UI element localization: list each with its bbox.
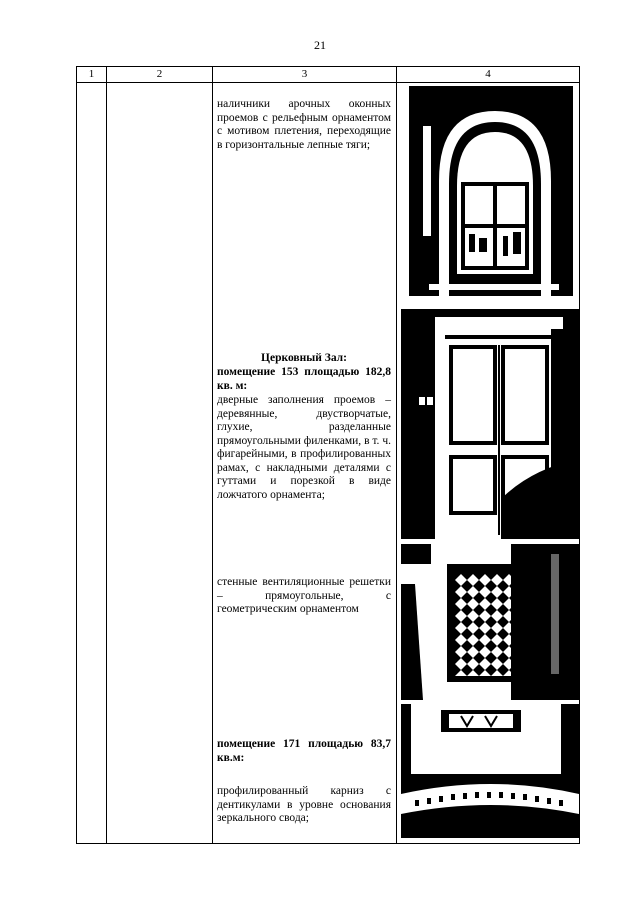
ventilation-grille-photo — [401, 544, 579, 700]
column-header-1: 1 — [88, 68, 95, 80]
table-bottom-border — [76, 843, 580, 844]
col-border-0 — [76, 66, 77, 844]
column-header-2: 2 — [156, 68, 163, 80]
header-bottom-border — [76, 82, 580, 83]
col-border-3 — [396, 66, 397, 844]
cornice-photo — [401, 704, 579, 838]
row2-room: помещение 153 площадью 182,8 кв. м: — [217, 366, 391, 392]
page-number: 21 — [314, 38, 326, 52]
table-top-border — [76, 66, 580, 67]
col-border-2 — [212, 66, 213, 844]
double-door-photo — [401, 309, 579, 539]
row2-section-title: Церковный Зал: — [261, 352, 347, 364]
row2-description: дверные заполнения проемов – деревянные, двустворчатые, глухие, разделанные прямоугольными филенками, в т. ч. фигарейными, в профилированных рамах, с накладными деталями с гуттами и порезкой в виде ложчатого орнамента; — [217, 394, 391, 501]
row4-room: помещение 171 площадью 83,7 кв.м: — [217, 738, 391, 764]
arched-window-photo — [409, 86, 573, 304]
row3-description: стенные вентиляционные решетки – прямоугольные, с геометрическим орнаментом — [217, 576, 391, 615]
column-header-4: 4 — [485, 68, 491, 80]
row4-description: профилированный карниз с дентикулами в уровне основания зеркального свода; — [217, 785, 391, 824]
row1-description: наличники арочных оконных проемов с рельефным орнаментом с мотивом плетения, переходящие в горизонтальные лепные тяги; — [217, 98, 391, 151]
col-border-4 — [579, 66, 580, 844]
column-header-3: 3 — [301, 68, 308, 80]
col-border-1 — [106, 66, 107, 844]
